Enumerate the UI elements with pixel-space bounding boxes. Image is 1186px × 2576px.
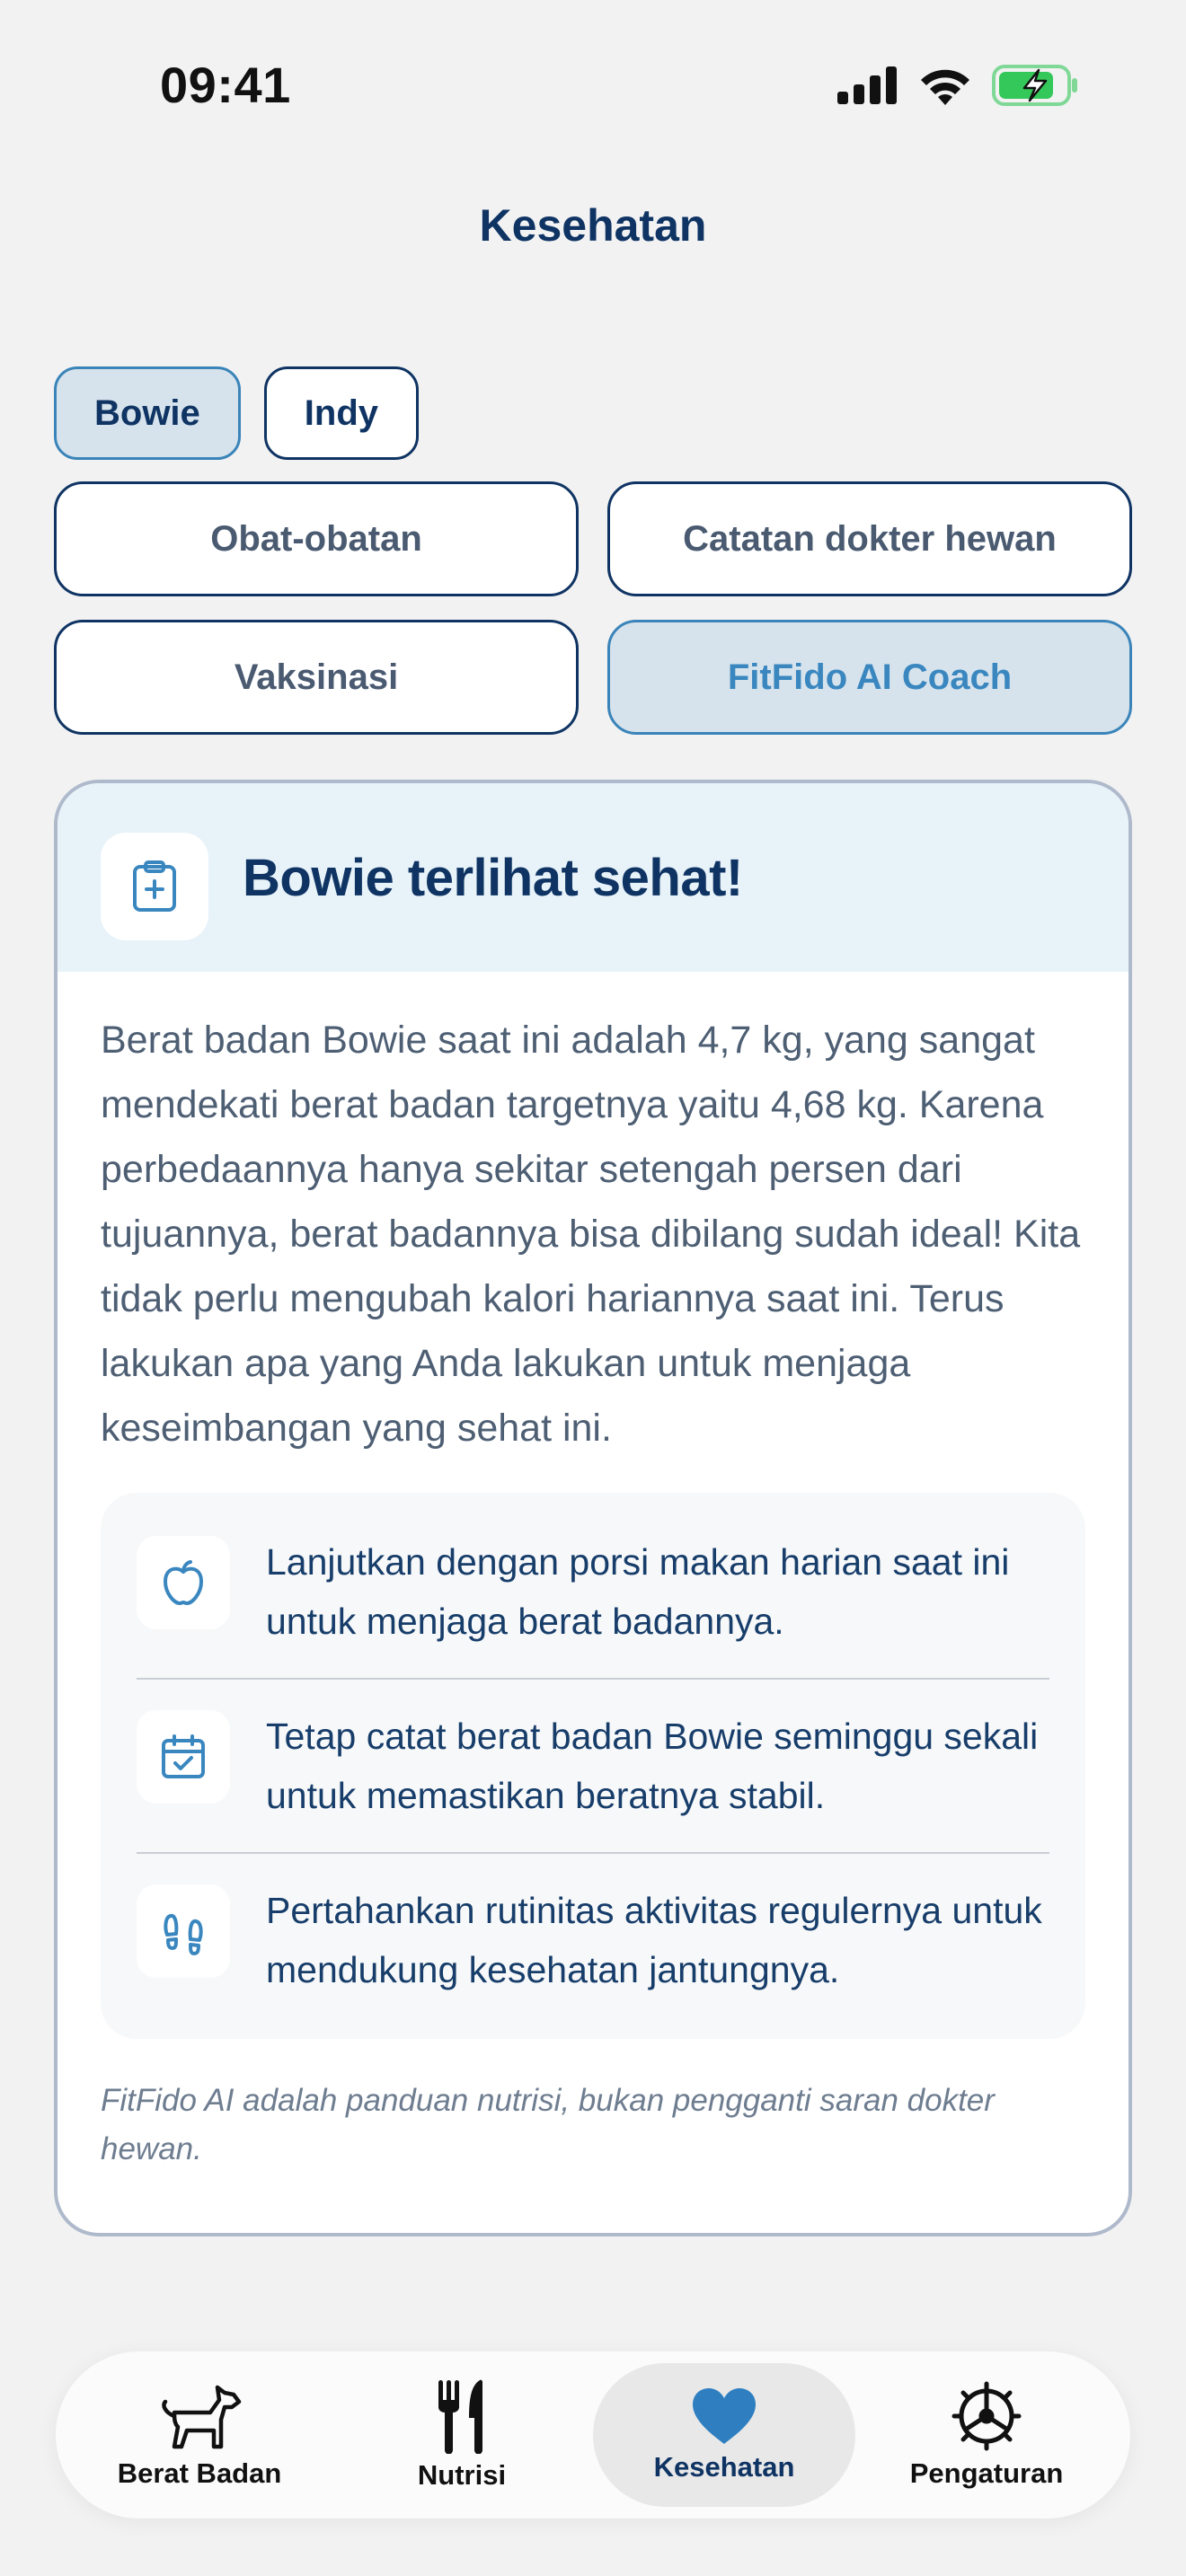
- vet-notes-button[interactable]: Catatan dokter hewan: [607, 481, 1132, 596]
- list-item: [137, 1852, 1049, 2026]
- tip-text: Tetap catat berat badan Bowie seminggu sekali untuk memastikan beratnya stabil.: [266, 1716, 1039, 1816]
- tip-icon-box: [137, 1536, 230, 1629]
- coach-summary: Berat badan Bowie saat ini adalah 4,7 kg, yang sangat mendekati berat badan targetnya yaitu 4,68 kg. Karena perbedaannya hanya sekitar setengah persen dari tujuannya, berat badannya bisa dibilang sudah ideal! Kita tidak perlu mengubah kalori hariannya saat ini. Terus lakukan apa yang Anda lakukan untuk menjaga keseimbangan yang sehat ini.: [101, 1019, 1081, 1450]
- tip-text: Lanjutkan dengan porsi makan harian saat ini untuk menjaga berat badannya.: [266, 1541, 1010, 1642]
- tab-label: Nutrisi: [417, 2459, 507, 2491]
- bottom-tab-bar: [56, 2351, 1130, 2519]
- disclaimer: FitFido AI adalah panduan nutrisi, bukan pengganti saran dokter hewan.: [101, 2083, 995, 2166]
- status-time: 09:41: [160, 57, 291, 113]
- tab-settings[interactable]: [855, 2363, 1118, 2507]
- card-title: Bowie terlihat sehat!: [243, 848, 743, 907]
- ai-coach-button[interactable]: FitFido AI Coach: [607, 620, 1132, 735]
- cellular-signal-icon: [837, 66, 898, 104]
- page-title: Kesehatan: [479, 200, 707, 251]
- card-header-icon-box: [101, 833, 208, 940]
- ai-coach-card: [54, 780, 1132, 2236]
- tab-nutrition[interactable]: [331, 2363, 593, 2507]
- gear-icon: [951, 2380, 1022, 2452]
- tab-label: Berat Badan: [117, 2457, 282, 2489]
- tip-icon-box: [137, 1884, 230, 1978]
- vaccinations-button[interactable]: Vaksinasi: [54, 620, 579, 735]
- tab-weight[interactable]: [68, 2363, 331, 2507]
- card-header: [58, 783, 1128, 972]
- calendar-check-icon: [158, 1732, 208, 1782]
- heart-icon: [691, 2386, 757, 2446]
- section-buttons: [54, 481, 1132, 735]
- battery-charging-icon: [992, 65, 1078, 106]
- fork-knife-icon: [433, 2378, 491, 2454]
- medications-button[interactable]: Obat-obatan: [54, 481, 579, 596]
- clipboard-plus-icon: [129, 860, 180, 913]
- list-item: [137, 1505, 1049, 1678]
- pet-chip-indy[interactable]: Indy: [264, 366, 419, 460]
- tip-icon-box: [137, 1710, 230, 1804]
- tab-health[interactable]: [593, 2363, 855, 2507]
- list-item: [137, 1678, 1049, 1852]
- pet-chip-bowie[interactable]: Bowie: [54, 366, 241, 460]
- tips-list: [101, 1493, 1085, 2039]
- wifi-icon: [918, 66, 972, 105]
- tab-label: Pengaturan: [909, 2457, 1064, 2489]
- status-icons: [837, 65, 1078, 106]
- tab-label: Kesehatan: [653, 2451, 795, 2483]
- dog-icon: [156, 2380, 243, 2452]
- pet-selector: [54, 366, 419, 460]
- tip-text: Pertahankan rutinitas aktivitas regulernya untuk mendukung kesehatan jantungnya.: [266, 1890, 1042, 1990]
- footprints-icon: [158, 1906, 208, 1956]
- apple-icon: [158, 1557, 208, 1608]
